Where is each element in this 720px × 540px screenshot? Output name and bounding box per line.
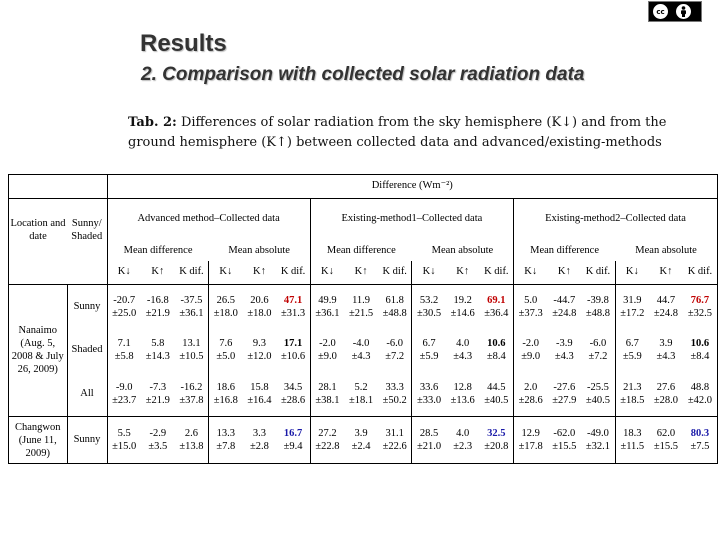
header-location: Location and date — [9, 198, 67, 261]
subgroup-header: Mean absolute — [431, 244, 494, 256]
value-cell — [649, 328, 683, 372]
subgroup-header: Mean difference — [310, 240, 412, 261]
sky-cell: Sunny — [67, 417, 107, 463]
value-cell — [547, 417, 581, 463]
value-cell — [514, 284, 548, 328]
value-cell — [615, 417, 649, 463]
value-cell — [547, 373, 581, 417]
value-cell — [175, 417, 209, 463]
sd-value: ±21.0 — [416, 441, 442, 453]
mean-value: 17.1 — [283, 338, 303, 350]
sd-value: ±2.3 — [453, 441, 473, 453]
subgroup-header: Mean difference — [514, 240, 616, 261]
sd-value: ±5.0 — [216, 351, 236, 363]
table-caption — [128, 113, 698, 153]
sd-value: ±17.2 — [620, 307, 645, 319]
mean-value: 48.8 — [690, 382, 710, 394]
sd-value: ±16.8 — [213, 395, 238, 407]
mean-value: 6.7 — [422, 338, 436, 350]
value-cell — [344, 417, 378, 463]
column-header: K↑ — [659, 266, 673, 278]
sd-value: ±22.6 — [382, 441, 407, 453]
mean-value: -62.0 — [553, 428, 576, 440]
sd-value: ±11.5 — [620, 441, 645, 453]
value-cell — [276, 373, 310, 417]
sd-value: ±37.8 — [179, 395, 204, 407]
value-cell — [480, 284, 514, 328]
mean-value: 28.1 — [318, 382, 337, 394]
sd-value: ±4.3 — [351, 351, 371, 363]
mean-value: 12.9 — [521, 428, 540, 440]
value-cell — [547, 328, 581, 372]
sd-value: ±24.8 — [653, 307, 678, 319]
value-cell — [209, 284, 243, 328]
sd-value: ±13.6 — [450, 395, 475, 407]
column-header: K dif. — [179, 266, 204, 278]
sd-value: ±36.4 — [484, 307, 509, 319]
mean-value: -3.9 — [556, 338, 573, 350]
mean-value: -44.7 — [553, 294, 576, 306]
value-cell — [480, 373, 514, 417]
mean-value: 19.2 — [453, 294, 472, 306]
value-cell — [310, 284, 344, 328]
mean-value: 33.6 — [419, 382, 439, 394]
attribution-icon — [675, 3, 692, 20]
sd-value: ±18.0 — [247, 307, 272, 319]
value-cell — [276, 284, 310, 328]
mean-value: 27.2 — [318, 428, 337, 440]
mean-value: 28.5 — [419, 428, 439, 440]
sd-value: ±2.4 — [351, 441, 371, 453]
sd-value: ±7.2 — [385, 351, 405, 363]
mean-value: 62.0 — [656, 428, 676, 440]
column-header: K↓ — [310, 261, 344, 284]
sd-value: ±22.8 — [315, 441, 340, 453]
sd-value: ±7.5 — [690, 441, 710, 453]
subgroup-header: Mean difference — [107, 240, 209, 261]
value-cell — [683, 284, 717, 328]
sd-value: ±8.4 — [690, 351, 710, 363]
sd-value: ±28.6 — [518, 395, 543, 407]
value-cell — [310, 417, 344, 463]
sd-value: ±4.3 — [453, 351, 473, 363]
column-header: K dif. — [280, 266, 306, 278]
sd-value: ±15.0 — [112, 441, 137, 453]
mean-value: 31.9 — [623, 294, 642, 306]
mean-value: -6.0 — [589, 338, 607, 350]
mean-value: 2.6 — [184, 428, 198, 440]
sd-value: ±10.6 — [280, 351, 306, 363]
value-cell — [243, 284, 277, 328]
header-difference: Difference (Wm⁻²) — [107, 175, 717, 198]
value-cell — [175, 373, 209, 417]
column-header: K↓ — [412, 261, 446, 284]
corner-empty — [9, 175, 107, 198]
mean-value: 5.8 — [151, 338, 165, 350]
value-cell — [446, 284, 480, 328]
caption-text: Differences of solar radiation from the sky hemisphere (K↓) and from the ground hemisphere (K↑) between collected data and advanced/existing-methods — [128, 115, 667, 150]
value-cell — [107, 373, 141, 417]
mean-value: -39.8 — [587, 294, 609, 306]
mean-value: -7.3 — [149, 382, 167, 394]
sd-value: ±12.0 — [247, 351, 272, 363]
value-cell — [141, 373, 175, 417]
value-cell — [310, 373, 344, 417]
column-header: K↓ — [209, 261, 243, 284]
sd-value: ±33.0 — [416, 395, 442, 407]
mean-value: -27.6 — [553, 382, 576, 394]
mean-value: -2.0 — [522, 338, 539, 350]
value-cell — [175, 284, 209, 328]
mean-value: 80.3 — [690, 428, 710, 440]
subgroup-header: Mean absolute — [635, 244, 697, 256]
value-cell — [615, 373, 649, 417]
mean-value: 7.6 — [219, 338, 233, 350]
sd-value: ±10.5 — [179, 351, 204, 363]
mean-value: 11.9 — [352, 294, 371, 306]
value-cell — [344, 284, 378, 328]
sd-value: ±4.3 — [554, 351, 574, 363]
value-cell — [412, 373, 446, 417]
cc-icon: cc — [652, 3, 669, 20]
mean-value: 44.5 — [487, 382, 506, 394]
value-cell — [378, 417, 412, 463]
column-header: K↓ — [615, 261, 649, 284]
table-row — [9, 328, 717, 372]
sd-value: ±16.4 — [247, 395, 272, 407]
sd-value: ±21.9 — [145, 395, 170, 407]
value-cell — [209, 417, 243, 463]
sd-value: ±27.9 — [552, 395, 577, 407]
mean-value: 6.7 — [625, 338, 639, 350]
value-cell — [378, 373, 412, 417]
value-cell — [243, 417, 277, 463]
value-cell — [581, 373, 615, 417]
mean-value: 33.3 — [385, 382, 404, 394]
results-table-body — [9, 175, 717, 463]
column-header: K↑ — [253, 266, 266, 278]
column-header: K↓ — [514, 261, 548, 284]
mean-value: 4.0 — [456, 338, 470, 350]
mean-value: 69.1 — [487, 294, 506, 306]
mean-value: 26.5 — [216, 294, 235, 306]
value-cell — [141, 328, 175, 372]
value-cell — [310, 328, 344, 372]
corner-leaf-empty — [9, 261, 107, 284]
sd-value: ±18.1 — [348, 395, 374, 407]
mean-value: -37.5 — [180, 294, 203, 306]
value-cell — [412, 417, 446, 463]
value-cell — [209, 328, 243, 372]
sd-value: ±48.8 — [585, 307, 610, 319]
sd-value: ±5.8 — [114, 351, 134, 363]
mean-value: 5.5 — [117, 428, 131, 440]
mean-value: 18.3 — [623, 428, 642, 440]
mean-value: -49.0 — [587, 428, 609, 440]
value-cell — [344, 373, 378, 417]
sky-cell: All — [67, 373, 107, 417]
sky-cell: Shaded — [67, 328, 107, 372]
value-cell — [276, 328, 310, 372]
sd-value: ±7.2 — [588, 351, 608, 363]
mean-value: 4.0 — [456, 428, 470, 440]
value-cell — [107, 328, 141, 372]
results-table-frame — [8, 174, 718, 464]
mean-value: -2.0 — [319, 338, 336, 350]
value-cell — [649, 417, 683, 463]
sd-value: ±14.3 — [145, 351, 170, 363]
value-cell — [378, 328, 412, 372]
mean-value: 10.6 — [487, 338, 506, 350]
value-cell — [514, 328, 548, 372]
sd-value: ±3.5 — [148, 441, 168, 453]
value-cell — [581, 328, 615, 372]
sd-value: ±15.5 — [653, 441, 678, 453]
sd-value: ±36.1 — [179, 307, 204, 319]
column-header: K↓ — [107, 261, 141, 284]
value-cell — [480, 417, 514, 463]
sd-value: ±32.1 — [585, 441, 610, 453]
value-cell — [683, 417, 717, 463]
value-cell — [514, 417, 548, 463]
sd-value: ±9.4 — [283, 441, 303, 453]
mean-value: -16.8 — [146, 294, 169, 306]
value-cell — [581, 417, 615, 463]
value-cell — [446, 417, 480, 463]
sd-value: ±36.1 — [315, 307, 340, 319]
sd-value: ±18.5 — [620, 395, 645, 407]
mean-value: 49.9 — [318, 294, 337, 306]
sd-value: ±8.4 — [486, 351, 506, 363]
table-row — [9, 284, 717, 328]
sd-value: ±18.0 — [213, 307, 238, 319]
mean-value: 5.0 — [524, 294, 538, 306]
sd-value: ±32.5 — [687, 307, 712, 319]
sd-value: ±21.5 — [348, 307, 374, 319]
mean-value: 20.6 — [250, 294, 269, 306]
mean-value: 3.9 — [354, 428, 368, 440]
sd-value: ±17.8 — [518, 441, 543, 453]
sd-value: ±5.9 — [419, 351, 439, 363]
value-cell — [683, 328, 717, 372]
location-cell: Nanaimo (Aug. 5, 2008 & July 26, 2009) — [9, 284, 67, 416]
header-sky: Sunny/ Shaded — [67, 198, 107, 261]
value-cell — [141, 417, 175, 463]
value-cell — [412, 328, 446, 372]
value-cell — [649, 373, 683, 417]
mean-value: 44.7 — [656, 294, 676, 306]
sd-value: ±31.3 — [280, 307, 306, 319]
column-header: K dif. — [382, 266, 407, 278]
mean-value: 27.6 — [656, 382, 676, 394]
mean-value: -20.7 — [113, 294, 136, 306]
table-row — [9, 417, 717, 463]
sd-value: ±21.9 — [145, 307, 170, 319]
mean-value: -4.0 — [352, 338, 370, 350]
sd-value: ±48.8 — [382, 307, 407, 319]
mean-value: 3.9 — [659, 338, 673, 350]
sd-value: ±28.6 — [280, 395, 306, 407]
table-row — [9, 373, 717, 417]
column-header: K dif. — [687, 266, 713, 278]
value-cell — [243, 373, 277, 417]
sd-value: ±9.0 — [317, 351, 337, 363]
method-header: Existing-method2–Collected data — [514, 198, 718, 240]
location-cell: Changwon (June 11, 2009) — [9, 417, 67, 463]
value-cell — [581, 284, 615, 328]
mean-value: 3.3 — [252, 428, 266, 440]
method-header: Advanced method–Collected data — [107, 198, 310, 240]
value-cell — [649, 284, 683, 328]
results-table — [9, 175, 717, 463]
value-cell — [107, 417, 141, 463]
mean-value: 47.1 — [283, 294, 303, 306]
sd-value: ±5.9 — [622, 351, 642, 363]
sd-value: ±38.1 — [315, 395, 340, 407]
mean-value: 15.8 — [250, 382, 269, 394]
mean-value: 13.1 — [182, 338, 201, 350]
mean-value: 5.2 — [354, 382, 368, 394]
value-cell — [446, 328, 480, 372]
sd-value: ±7.8 — [216, 441, 236, 453]
mean-value: 31.1 — [385, 428, 404, 440]
value-cell — [344, 328, 378, 372]
mean-value: 34.5 — [283, 382, 303, 394]
column-header: K↑ — [151, 266, 165, 278]
value-cell — [547, 284, 581, 328]
value-cell — [615, 284, 649, 328]
mean-value: 32.5 — [487, 428, 506, 440]
mean-value: 13.3 — [216, 428, 235, 440]
subgroup-header: Mean absolute — [228, 244, 290, 256]
sd-value: ±24.8 — [552, 307, 577, 319]
value-cell — [175, 328, 209, 372]
mean-value: 10.6 — [690, 338, 710, 350]
mean-value: 61.8 — [385, 294, 404, 306]
sd-value: ±15.5 — [552, 441, 577, 453]
value-cell — [615, 328, 649, 372]
sd-value: ±14.6 — [450, 307, 475, 319]
mean-value: 76.7 — [690, 294, 710, 306]
sd-value: ±28.0 — [653, 395, 678, 407]
value-cell — [141, 284, 175, 328]
column-header: K dif. — [484, 266, 509, 278]
value-cell — [276, 417, 310, 463]
mean-value: 21.3 — [623, 382, 642, 394]
value-cell — [480, 328, 514, 372]
mean-value: 12.8 — [453, 382, 472, 394]
mean-value: 53.2 — [419, 294, 439, 306]
value-cell — [378, 284, 412, 328]
column-header: K↑ — [456, 266, 470, 278]
slide-subtitle: 2. Comparison with collected solar radiation data — [141, 64, 585, 85]
value-cell — [446, 373, 480, 417]
mean-value: -16.2 — [180, 382, 203, 394]
value-cell — [514, 373, 548, 417]
value-cell — [243, 328, 277, 372]
value-cell — [412, 284, 446, 328]
mean-value: 9.3 — [252, 338, 266, 350]
mean-value: -9.0 — [115, 382, 133, 394]
mean-value: 18.6 — [216, 382, 235, 394]
sd-value: ±25.0 — [112, 307, 137, 319]
sd-value: ±40.5 — [585, 395, 610, 407]
value-cell — [683, 373, 717, 417]
column-header: K↑ — [354, 266, 368, 278]
method-header: Existing-method1–Collected data — [310, 198, 513, 240]
sd-value: ±42.0 — [687, 395, 712, 407]
sky-cell: Sunny — [67, 284, 107, 328]
value-cell — [209, 373, 243, 417]
sd-value: ±13.8 — [179, 441, 204, 453]
mean-value: 7.1 — [117, 338, 131, 350]
mean-value: 2.0 — [524, 382, 538, 394]
sd-value: ±4.3 — [656, 351, 676, 363]
value-cell — [107, 284, 141, 328]
sd-value: ±50.2 — [382, 395, 407, 407]
mean-value: 16.7 — [283, 428, 303, 440]
column-header: K dif. — [585, 266, 611, 278]
sd-value: ±2.8 — [249, 441, 269, 453]
sd-value: ±37.3 — [518, 307, 543, 319]
sd-value: ±23.7 — [112, 395, 137, 407]
mean-value: -2.9 — [149, 428, 167, 440]
mean-value: -25.5 — [587, 382, 609, 394]
sd-value: ±9.0 — [521, 351, 541, 363]
caption-label: Tab. 2: — [128, 115, 177, 130]
sd-value: ±20.8 — [484, 441, 509, 453]
slide-title: Results — [140, 30, 227, 57]
sd-value: ±40.5 — [484, 395, 509, 407]
cc-license-badge — [648, 1, 702, 22]
sd-value: ±30.5 — [416, 307, 442, 319]
column-header: K↑ — [557, 266, 571, 278]
person-icon — [679, 6, 688, 17]
mean-value: -6.0 — [386, 338, 403, 350]
